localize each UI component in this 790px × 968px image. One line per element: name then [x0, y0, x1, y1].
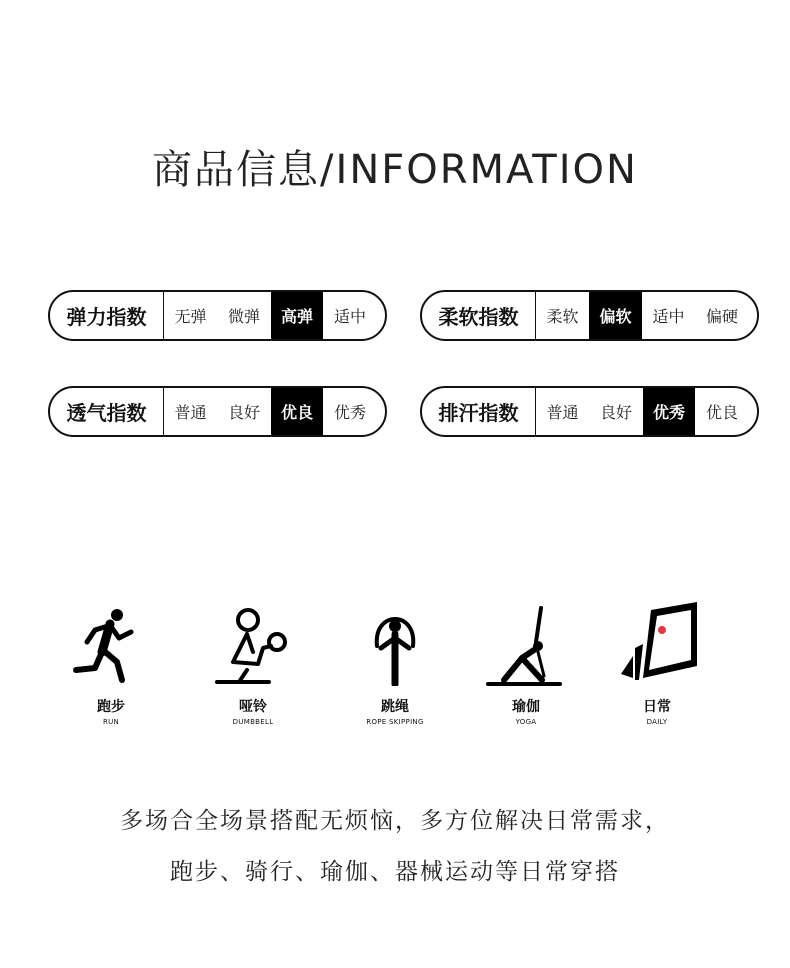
index-option: 优秀 — [333, 403, 366, 422]
index-option: 普通 — [546, 403, 579, 422]
sport-label-en: DAILY — [646, 718, 668, 726]
index-pill-softness — [420, 290, 759, 341]
rope-skipping-icon — [355, 600, 435, 686]
index-pill-elasticity — [48, 290, 387, 341]
page-title: 商品信息/INFORMATION — [152, 147, 638, 193]
dumbbell-person-icon — [213, 600, 293, 686]
description-line-1: 多场合全场景搭配无烦恼，多方位解决日常需求， — [120, 808, 670, 834]
sport-label-en: ROPE SKIPPING — [366, 718, 424, 726]
sport-label: 跳绳 — [381, 699, 409, 715]
index-name: 弹力指数 — [50, 292, 164, 339]
sport-dumbbell — [193, 600, 313, 726]
index-option: 适中 — [652, 307, 685, 326]
daily-frame-icon — [617, 600, 697, 686]
index-pill-breathability — [48, 386, 387, 437]
sport-label: 哑铃 — [239, 699, 267, 715]
index-option-selected: 高弹 — [271, 292, 323, 339]
index-option: 良好 — [227, 403, 260, 422]
sport-rope-skipping — [335, 600, 455, 726]
index-option: 微弹 — [227, 307, 260, 326]
sport-run — [51, 600, 171, 726]
index-name: 透气指数 — [50, 388, 164, 435]
sport-label-en: DUMBBELL — [232, 718, 274, 726]
index-option-selected: 优秀 — [643, 388, 695, 435]
index-option-selected: 偏软 — [589, 292, 642, 339]
index-pill-sweat-wicking — [420, 386, 759, 437]
index-name: 柔软指数 — [422, 292, 536, 339]
yoga-pose-icon — [486, 600, 566, 686]
index-name: 排汗指数 — [422, 388, 536, 435]
index-option-selected: 优良 — [271, 388, 323, 435]
index-option: 柔软 — [546, 307, 579, 326]
index-option: 偏硬 — [705, 307, 738, 326]
index-option: 优良 — [705, 403, 738, 422]
sport-label: 跑步 — [97, 699, 125, 715]
sport-daily — [597, 600, 717, 726]
sport-label: 日常 — [643, 699, 671, 715]
index-option: 良好 — [599, 403, 632, 422]
sport-label-en: RUN — [102, 718, 120, 726]
sport-label-en: YOGA — [515, 718, 537, 726]
sport-label: 瑜伽 — [512, 699, 540, 715]
index-option: 普通 — [174, 403, 207, 422]
description-line-2: 跑步、骑行、瑜伽、器械运动等日常穿搭 — [170, 859, 620, 885]
index-option: 适中 — [333, 307, 366, 326]
index-option: 无弹 — [174, 307, 207, 326]
running-person-icon — [71, 600, 151, 686]
sport-yoga — [466, 600, 586, 726]
